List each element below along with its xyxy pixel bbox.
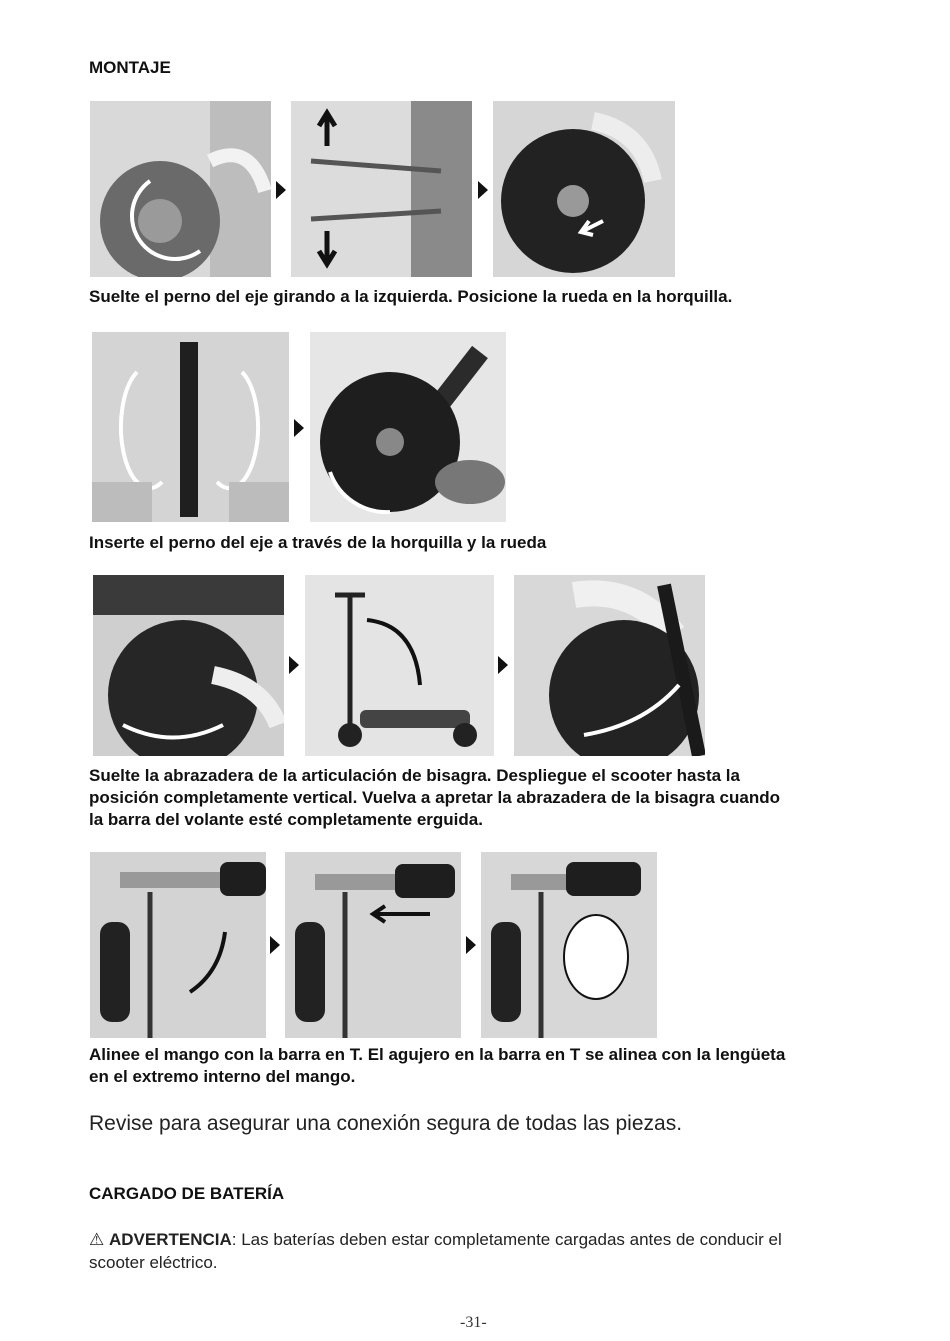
caption-step-2: Inserte el perno del eje a través de la horquilla y la rueda	[89, 533, 547, 552]
photo-fork-position	[291, 101, 472, 277]
connection-check-note: Revise para asegurar una conexión segura de todas las piezas.	[89, 1112, 683, 1135]
caption-step-4-line-1: Alinee el mango con la barra en T. El agujero en la barra en T se alinea con la lengüeta	[89, 1045, 786, 1064]
photo-wheel-installed	[310, 332, 506, 522]
step-arrow	[466, 936, 476, 954]
warning-text: : Las baterías deben estar completamente cargadas antes de conducir el	[231, 1230, 782, 1249]
caption-step-3-line-1: Suelte la abrazadera de la articulación de bisagra. Despliegue el scooter hasta la	[89, 766, 740, 785]
caption-step-3-line-2: posición completamente vertical. Vuelva a apretar la abrazadera de la bisagra cuando	[89, 788, 780, 807]
warning-text-continued: scooter eléctrico.	[89, 1253, 218, 1272]
warning-label: ADVERTENCIA	[108, 1230, 232, 1249]
photo-tighten-hinge-clamp-graphic	[514, 575, 705, 756]
page-number: -31-	[460, 1314, 487, 1331]
photo-wheel-installed-graphic	[310, 332, 506, 522]
photo-unfold-scooter-graphic	[305, 575, 494, 756]
step-arrow	[498, 656, 508, 674]
photo-release-hinge-clamp	[93, 575, 284, 756]
photo-insert-axle-bolt-graphic	[92, 332, 289, 522]
step-arrow	[478, 181, 488, 199]
step-arrow	[270, 936, 280, 954]
photo-insert-handle-graphic	[285, 852, 461, 1038]
step-arrow	[294, 419, 304, 437]
photo-insert-handle	[285, 852, 461, 1038]
step-arrow	[289, 656, 299, 674]
section-heading-battery: CARGADO DE BATERÍA	[89, 1184, 285, 1203]
section-heading-montaje: MONTAJE	[89, 58, 171, 77]
step-arrow	[276, 181, 286, 199]
photo-insert-axle-bolt	[92, 332, 289, 522]
battery-warning	[89, 1228, 869, 1274]
photo-unfold-scooter	[305, 575, 494, 756]
photo-tighten-hinge-clamp	[514, 575, 705, 756]
photo-loosen-axle-bolt	[90, 101, 271, 277]
caption-step-4-line-2: en el extremo interno del mango.	[89, 1067, 356, 1086]
photo-wheel-in-fork	[493, 101, 675, 277]
photo-handle-aligned-graphic	[481, 852, 657, 1038]
caption-step-1: Suelte el perno del eje girando a la izquierda. Posicione la rueda en la horquilla.	[89, 287, 733, 306]
photo-handle-aligned	[481, 852, 657, 1038]
photo-align-handle	[90, 852, 266, 1038]
photo-release-hinge-clamp-graphic	[93, 575, 284, 756]
photo-align-handle-graphic	[90, 852, 266, 1038]
photo-loosen-axle-bolt-graphic	[90, 101, 271, 277]
photo-wheel-in-fork-graphic	[493, 101, 675, 277]
photo-fork-position-graphic	[291, 101, 472, 277]
caption-step-3-line-3: la barra del volante esté completamente erguida.	[89, 810, 483, 829]
warning-triangle-icon: ⚠	[89, 1230, 105, 1249]
